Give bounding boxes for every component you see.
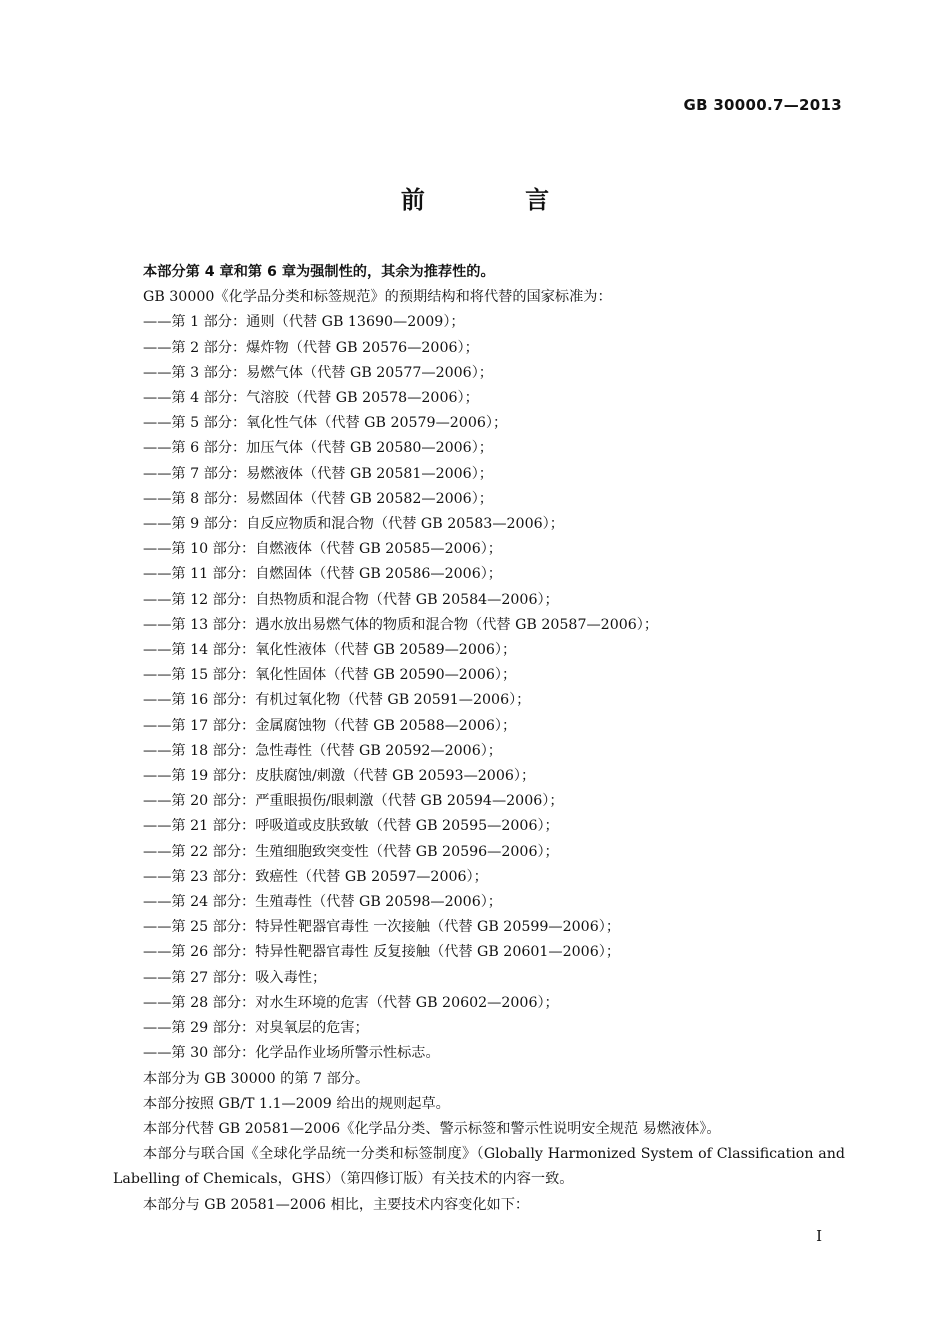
- list-item: ——第 16 部分：有机过氧化物（代替 GB 20591—2006）；: [143, 692, 531, 709]
- list-item: ——第 26 部分：特异性靶器官毒性 反复接触（代替 GB 20601—2006）；: [143, 944, 621, 961]
- list-item: ——第 8 部分：易燃固体（代替 GB 20582—2006）；: [143, 490, 493, 507]
- list-item: ——第 9 部分：自反应物质和混合物（代替 GB 20583—2006）；: [143, 516, 564, 533]
- structure-intro: GB 30000《化学品分类和标签规范》的预期结构和将代替的国家标准为：: [143, 289, 612, 306]
- list-item: ——第 28 部分：对水生环境的危害（代替 GB 20602—2006）；: [143, 994, 559, 1011]
- list-item: ——第 12 部分：自热物质和混合物（代替 GB 20584—2006）；: [143, 591, 559, 608]
- standard-code: GB 30000.7—2013: [683, 96, 842, 114]
- list-item: ——第 30 部分：化学品作业场所警示性标志。: [143, 1045, 440, 1062]
- paragraph: 本部分与联合国《全球化学品统一分类和标签制度》（Globally Harmonized System of Classification and Labelling of Chemicals，GHS）（第四修订版）有关技术的内容一致。: [113, 1146, 845, 1188]
- list-item: ——第 1 部分：通则（代替 GB 13690—2009）；: [143, 314, 465, 331]
- list-item: ——第 22 部分：生殖细胞致突变性（代替 GB 20596—2006）；: [143, 843, 559, 860]
- list-item: ——第 4 部分：气溶胶（代替 GB 20578—2006）；: [143, 390, 479, 407]
- list-item: ——第 20 部分：严重眼损伤/眼刺激（代替 GB 20594—2006）；: [143, 793, 564, 810]
- paragraph: 本部分按照 GB/T 1.1—2009 给出的规则起草。: [143, 1095, 450, 1112]
- list-item: ——第 11 部分：自燃固体（代替 GB 20586—2006）；: [143, 566, 502, 583]
- list-item: ——第 6 部分：加压气体（代替 GB 20580—2006）；: [143, 440, 493, 457]
- list-item: ——第 24 部分：生殖毒性（代替 GB 20598—2006）；: [143, 894, 502, 911]
- paragraph: 本部分为 GB 30000 的第 7 部分。: [143, 1070, 370, 1087]
- list-item: ——第 29 部分：对臭氧层的危害；: [143, 1020, 369, 1037]
- parts-list: [113, 310, 845, 1066]
- mandatory-statement: 本部分第 4 章和第 6 章为强制性的，其余为推荐性的。: [143, 264, 495, 280]
- list-item: ——第 23 部分：致癌性（代替 GB 20597—2006）；: [143, 868, 488, 885]
- preface-body: [113, 260, 845, 1218]
- page-number: I: [816, 1227, 822, 1245]
- list-item: ——第 21 部分：呼吸道或皮肤致敏（代替 GB 20595—2006）；: [143, 818, 559, 835]
- list-item: ——第 25 部分：特异性靶器官毒性 一次接触（代替 GB 20599—2006）；: [143, 919, 621, 936]
- list-item: ——第 15 部分：氧化性固体（代替 GB 20590—2006）；: [143, 667, 517, 684]
- list-item: ——第 18 部分：急性毒性（代替 GB 20592—2006）；: [143, 742, 502, 759]
- list-item: ——第 7 部分：易燃液体（代替 GB 20581—2006）；: [143, 465, 493, 482]
- paragraph: 本部分与 GB 20581—2006 相比，主要技术内容变化如下：: [143, 1196, 530, 1213]
- list-item: ——第 17 部分：金属腐蚀物（代替 GB 20588—2006）；: [143, 717, 517, 734]
- list-item: ——第 5 部分：氧化性气体（代替 GB 20579—2006）；: [143, 415, 508, 432]
- closing-paragraphs: [113, 1067, 845, 1218]
- list-item: ——第 10 部分：自燃液体（代替 GB 20585—2006）；: [143, 541, 502, 558]
- list-item: ——第 14 部分：氧化性液体（代替 GB 20589—2006）；: [143, 642, 517, 659]
- list-item: ——第 2 部分：爆炸物（代替 GB 20576—2006）；: [143, 339, 479, 356]
- paragraph: 本部分代替 GB 20581—2006《化学品分类、警示标签和警示性说明安全规范 易燃液体》。: [143, 1120, 721, 1137]
- list-item: ——第 13 部分：遇水放出易燃气体的物质和混合物（代替 GB 20587—2006）；: [143, 616, 659, 633]
- list-item: ——第 19 部分：皮肤腐蚀/刺激（代替 GB 20593—2006）；: [143, 768, 536, 785]
- list-item: ——第 27 部分：吸入毒性；: [143, 969, 327, 986]
- list-item: ——第 3 部分：易燃气体（代替 GB 20577—2006）；: [143, 364, 493, 381]
- page-title: 前 言: [400, 186, 596, 214]
